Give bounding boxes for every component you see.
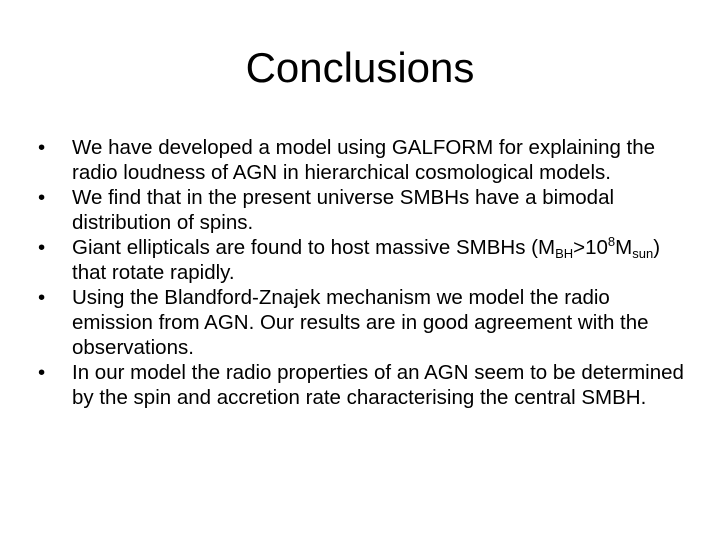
bullet-item-5 [36,360,686,410]
bullet-text [72,236,660,284]
bullet-item-3 [36,235,686,285]
bullet-item-2 [36,185,686,235]
bullet-text: We find that in the present universe SMBHs have a bimodal distribution of spins. [72,186,615,234]
bullet-item-4 [36,285,686,360]
bullet-text: In our model the radio properties of an AGN seem to be determined by the spin and accretion rate characterising the central SMBH. [72,361,684,409]
bullet-text-part: >10 [573,236,608,259]
bullet-text: Using the Blandford-Znajek mechanism we model the radio emission from AGN. Our results are in good agreement with the observations. [72,286,649,359]
bullet-icon: • [38,136,46,159]
superscript-exponent: 8 [607,234,616,249]
bullet-icon: • [38,286,46,309]
subscript-bh: BH [555,246,574,261]
bullet-item-1 [36,135,686,185]
bullet-text-part: ) that rotate rapidly. [72,236,661,284]
bullet-text: We have developed a model using GALFORM for explaining the radio loudness of AGN in hierarchical cosmological models. [72,136,656,184]
subscript-sun: sun [632,246,654,261]
bullet-text-part: Giant ellipticals are found to host massive SMBHs (M [72,236,556,259]
bullet-text-part: M [615,236,633,259]
bullet-icon: • [38,361,46,384]
bullet-list [36,135,686,410]
slide-title: Conclusions [245,44,475,91]
bullet-icon: • [38,186,46,209]
bullet-icon: • [38,236,46,259]
